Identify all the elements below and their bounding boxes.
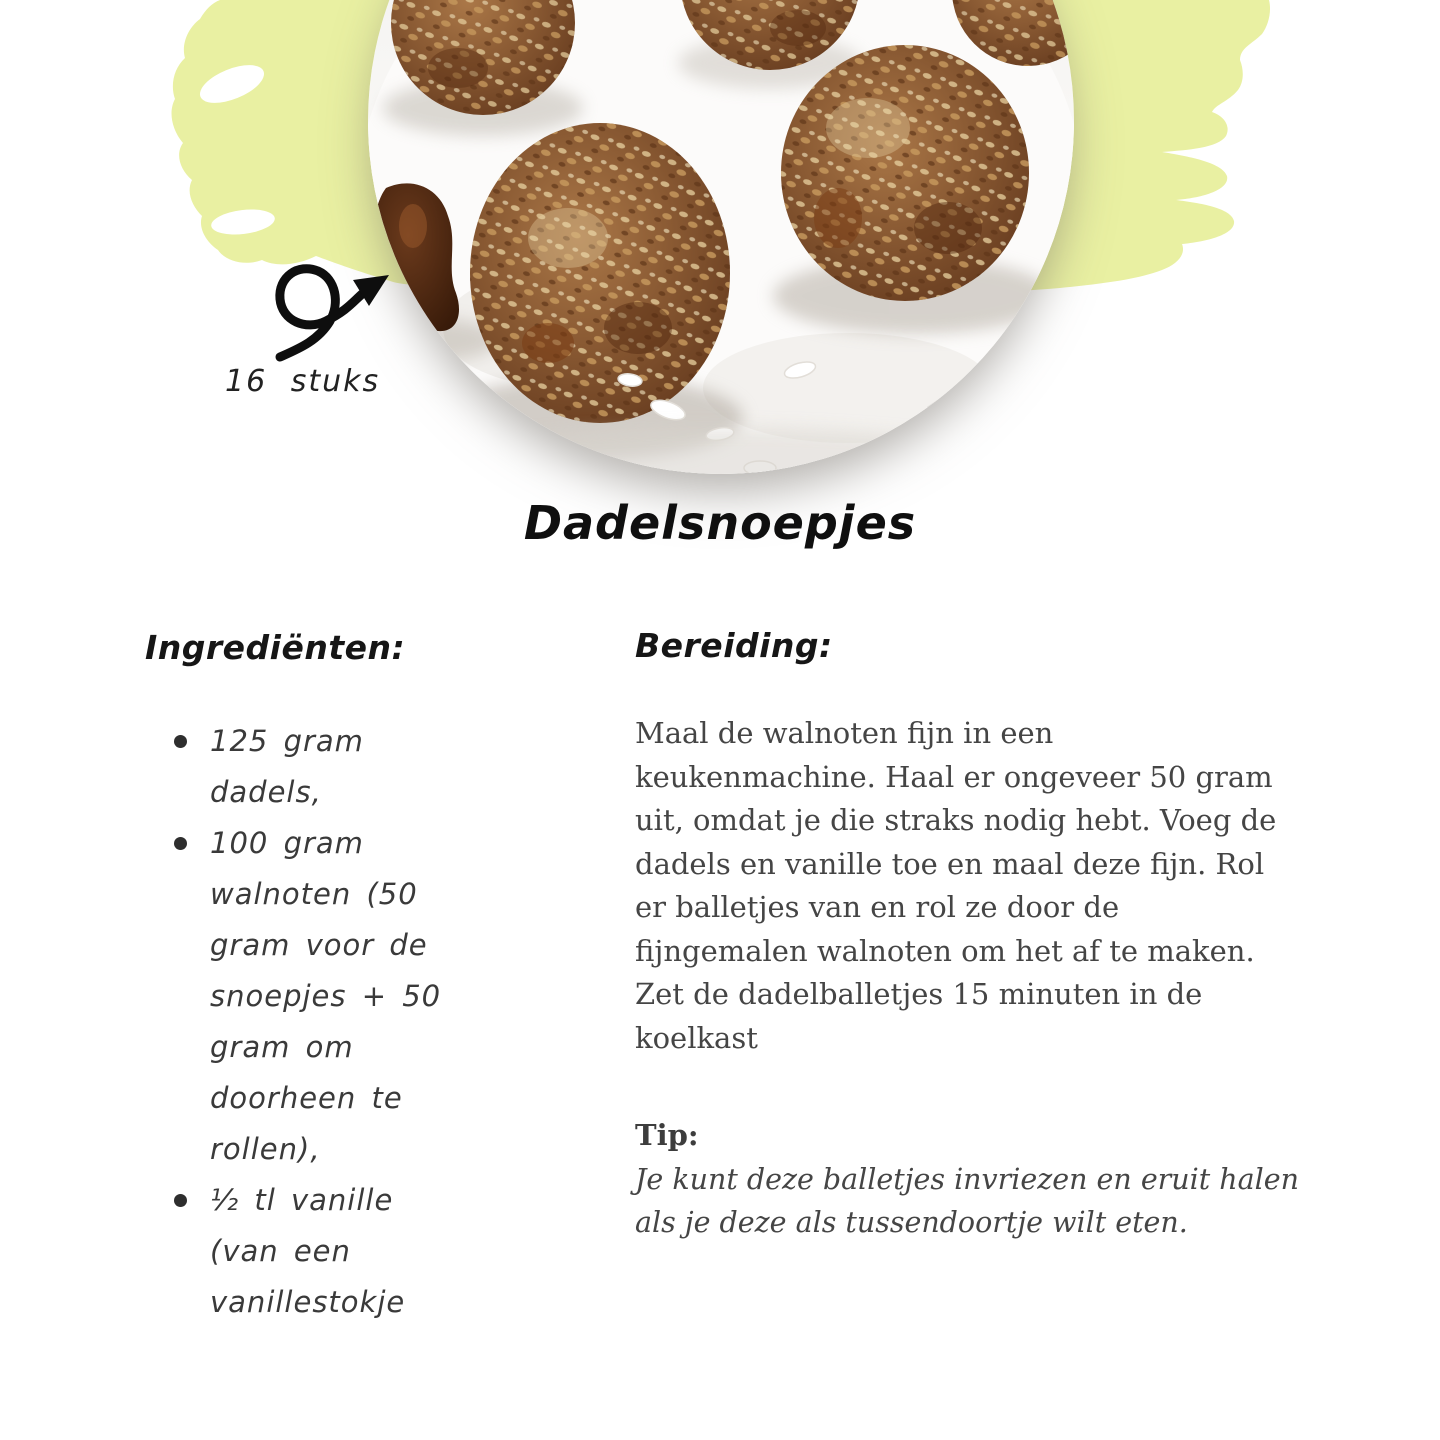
ingredients-list: [172, 716, 472, 1328]
ingredients-heading: Ingrediënten:: [145, 628, 406, 667]
preparation-text: Maal de walnoten fijn in een keukenmachine. Haal er ongeveer 50 gram uit, omdat je die straks nodig hebt. Voeg de dadels en vanille toe en maal deze fijn. Rol er balletjes van en rol ze door de fijngemalen walnoten om het af te maken. Zet de dadelballetjes 15 minuten in de koelkast: [635, 716, 1277, 1055]
ingredient-item: 100 gram walnoten (50 gram voor de snoepjes + 50 gram om doorheen te rollen),: [172, 818, 472, 1175]
ingredient-item: 125 gram dadels,: [172, 716, 472, 818]
recipe-photo: [368, 0, 1074, 474]
tip-text: Je kunt deze balletjes invriezen en eruit halen als je deze als tussendoortje wilt eten.: [635, 1163, 1299, 1239]
page-title: Dadelsnoepjes: [523, 496, 917, 550]
tip-label: Tip:: [635, 1118, 699, 1152]
preparation-heading: Bereiding:: [635, 626, 833, 665]
curly-arrow-icon: [250, 245, 410, 375]
ingredient-item: ½ tl vanille (van een vanillestokje: [172, 1175, 472, 1328]
yield-label: 16 stuks: [225, 364, 381, 399]
